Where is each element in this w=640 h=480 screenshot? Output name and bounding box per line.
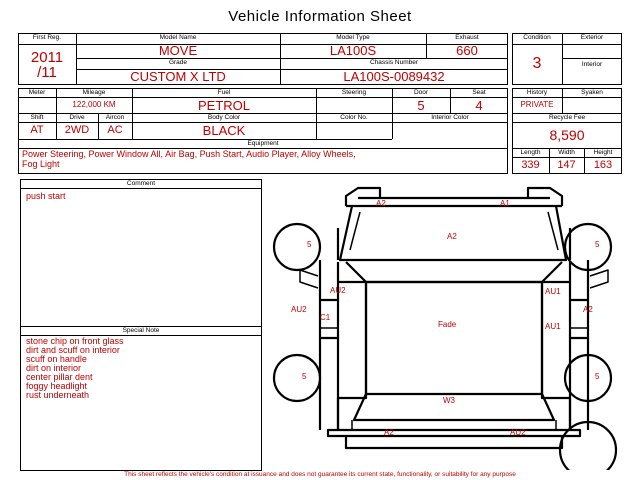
mark-pillar-left: C1 — [320, 313, 331, 322]
mark-door-rear-right: AU1 — [545, 322, 561, 331]
comment-box — [20, 179, 262, 471]
first-reg-month: /11 — [37, 64, 57, 81]
grade-cell — [76, 58, 280, 85]
special-note-line: stone chip on front glass — [26, 337, 124, 346]
condition-value: 3 — [532, 55, 542, 72]
page-title: Vehicle Information Sheet — [228, 8, 412, 25]
special-note-line: foggy headlight — [26, 381, 88, 391]
mark-front-left: A2 — [376, 199, 386, 208]
shift-value: AT — [30, 124, 44, 136]
mark-roof: Fade — [438, 320, 457, 329]
interior-cell — [562, 58, 622, 85]
special-note-line: dirt and scuff on interior — [26, 345, 120, 355]
body-color-label: Body Color — [207, 114, 241, 121]
fuel-value: PETROL — [197, 98, 250, 113]
exhaust-value: 660 — [456, 43, 478, 58]
grade-value: CUSTOM X LTD — [130, 69, 226, 84]
recycle-fee-value: 8,590 — [549, 127, 585, 143]
exhaust-label: Exhaust — [455, 34, 479, 41]
grade-label: Grade — [168, 59, 188, 66]
width-value: 147 — [557, 159, 576, 171]
mileage-value: 122,000 KM — [72, 100, 116, 109]
first-reg-label: First Reg. — [32, 34, 62, 41]
aircon-cell — [98, 113, 132, 139]
exterior-label: Exterior — [580, 34, 604, 41]
condition-label: Condition — [523, 34, 551, 41]
mark-wheel-rear-right: 5 — [595, 372, 600, 381]
length-label: Length — [520, 149, 541, 156]
right-body-side — [570, 260, 588, 430]
special-note-line: rust underneath — [26, 390, 90, 400]
interior-color-label: Interior Color — [431, 114, 469, 121]
seat-value: 4 — [475, 98, 483, 113]
comment-text: push start — [26, 191, 66, 201]
body-color-value: BLACK — [202, 123, 246, 138]
width-label: Width — [558, 149, 575, 156]
drive-value: 2WD — [64, 124, 90, 136]
special-note-header — [20, 326, 262, 335]
history-value: PRIVATE — [520, 100, 554, 109]
meter-label: Meter — [28, 89, 46, 96]
rear-bumper-outline — [328, 430, 580, 436]
history-cell — [512, 88, 562, 113]
interior-color-cell — [392, 113, 508, 139]
model-name-label: Model Name — [159, 34, 197, 41]
equipment-line-1: Power Steering, Power Window All, Air Bag, Push Start, Audio Player, Alloy Wheels, — [22, 149, 356, 159]
comment-header — [20, 179, 262, 188]
mark-rear-left: A2 — [384, 428, 394, 437]
model-type-label: Model Type — [336, 34, 370, 41]
shift-cell — [18, 113, 56, 139]
color-no-label: Color No. — [340, 114, 368, 121]
recycle-fee-label: Recycle Fee — [548, 114, 586, 121]
width-cell — [549, 148, 584, 174]
mark-wheel-front-right: 5 — [595, 240, 600, 249]
mark-door-front-right: AU1 — [545, 287, 561, 296]
seat-label: Seat — [472, 89, 486, 96]
exterior-cell — [562, 33, 622, 58]
windshield-outline — [346, 262, 562, 282]
equipment-line-2: Fog Light — [22, 159, 60, 169]
door-label: Door — [413, 89, 429, 96]
fuel-label: Fuel — [217, 89, 231, 96]
first-reg-cell — [18, 33, 76, 85]
recycle-fee-cell — [512, 113, 622, 148]
model-type-cell — [280, 33, 426, 58]
interior-label: Interior — [581, 61, 603, 68]
chassis-value: LA100S-0089432 — [343, 69, 445, 84]
syaken-label: Syaken — [581, 89, 603, 96]
equipment-text — [22, 149, 506, 173]
fuel-cell — [132, 88, 316, 113]
mark-wheel-front-left: 5 — [307, 240, 312, 249]
meter-cell — [18, 88, 56, 113]
history-label: History — [526, 89, 548, 96]
shift-label: Shift — [30, 114, 44, 121]
aircon-label: Aircon — [105, 114, 125, 121]
special-note-line: dirt on interior — [26, 363, 82, 373]
roof-outline — [366, 282, 542, 394]
mark-rear-glass: W3 — [443, 396, 455, 405]
special-note-label: Special Note — [122, 327, 160, 334]
door-cell — [392, 88, 450, 113]
body-color-cell — [132, 113, 316, 139]
length-value: 339 — [521, 159, 540, 171]
mark-rear-right: AU2 — [510, 428, 526, 437]
equipment-label-cell — [18, 139, 508, 148]
comment-label: Comment — [126, 180, 156, 187]
mark-front-right: A1 — [500, 199, 510, 208]
steering-cell — [316, 88, 392, 113]
steering-label: Steering — [341, 89, 367, 96]
footer-disclaimer: This sheet reflects the vehicle's condition at issuance and does not guarantee its current state, functionality, or suitability for any purpose — [124, 471, 516, 478]
mark-side-right: A2 — [583, 305, 593, 314]
chassis-cell — [280, 58, 508, 85]
seat-cell — [450, 88, 508, 113]
mark-hood: A2 — [447, 232, 457, 241]
length-cell — [512, 148, 549, 174]
door-value: 5 — [417, 98, 425, 113]
mark-door-front-left: AU2 — [330, 286, 346, 295]
drive-cell — [56, 113, 98, 139]
condition-cell — [512, 33, 562, 85]
height-label: Height — [593, 149, 613, 156]
special-note-line: scuff on handle — [26, 354, 87, 364]
chassis-label: Chassis Number — [369, 59, 419, 66]
height-value: 163 — [593, 159, 613, 171]
mileage-cell — [56, 88, 132, 113]
model-type-value: LA100S — [329, 43, 377, 58]
syaken-cell — [562, 88, 622, 113]
color-no-cell — [316, 113, 392, 139]
wheel-rear-left-outline — [274, 355, 320, 401]
drive-label: Drive — [69, 114, 85, 121]
wheel-front-left-outline — [274, 224, 320, 270]
first-reg-year: 2011 — [30, 49, 64, 66]
model-name-cell — [76, 33, 280, 58]
height-cell — [584, 148, 622, 174]
model-name-value: MOVE — [158, 43, 198, 58]
mark-wheel-rear-left: 5 — [302, 372, 307, 381]
exhaust-cell — [426, 33, 508, 58]
aircon-value: AC — [107, 124, 123, 136]
mileage-label: Mileage — [82, 89, 106, 96]
mark-side-left: AU2 — [291, 305, 307, 314]
equipment-label: Equipment — [247, 140, 279, 147]
special-note-list — [26, 337, 256, 400]
special-note-line: center pillar dent — [26, 372, 93, 382]
